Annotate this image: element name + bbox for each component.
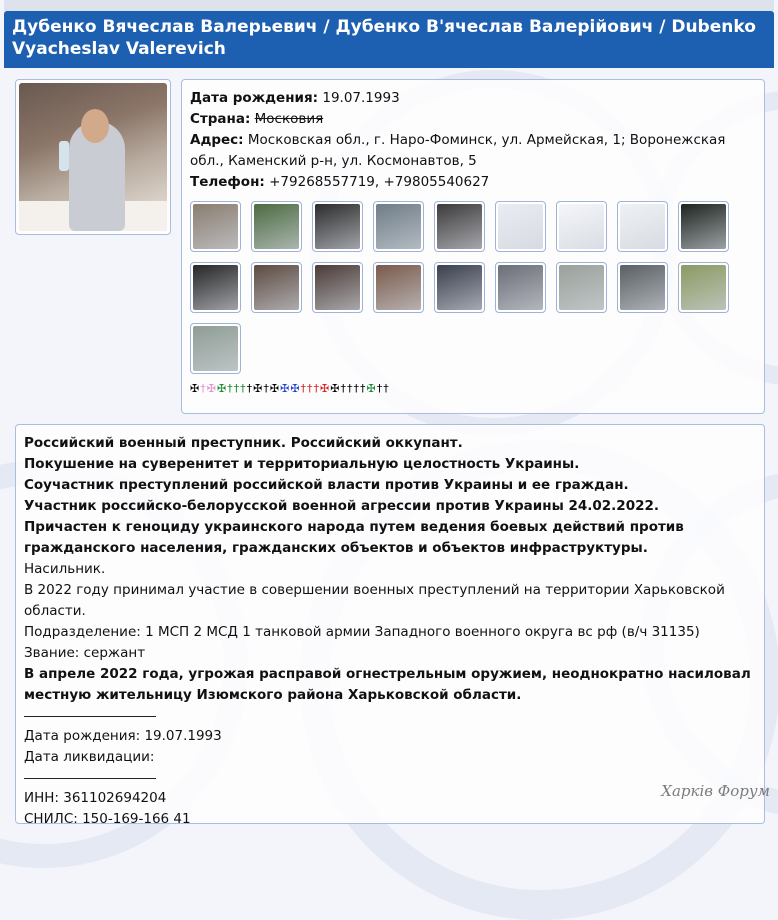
profile-photo[interactable] xyxy=(19,83,167,231)
title-text: Дубенко Вячеслав Валерьевич / Дубенко В'ячеслав Валерійович / Dubenko Vyacheslav Valerevich xyxy=(12,17,756,59)
photo-head xyxy=(81,109,109,143)
gallery-thumbnail[interactable] xyxy=(556,262,607,313)
cross-icon: † xyxy=(383,382,389,395)
thumbnail-image xyxy=(315,265,360,310)
gallery-thumbnail[interactable] xyxy=(251,201,302,252)
desc-line: Насильник. xyxy=(24,561,106,577)
gallery-thumbnail[interactable] xyxy=(251,262,302,313)
thumbnail-image xyxy=(315,204,360,249)
cross-icon: † xyxy=(263,382,269,395)
address-value: Московская обл., г. Наро-Фоминск, ул. Армейская, 1; Воронежская обл., Каменский р-н, ул. Космонавтов, 5 xyxy=(190,132,726,169)
gallery-thumbnail[interactable] xyxy=(678,201,729,252)
thumbnail-image xyxy=(559,204,604,249)
cross-icon: ✠ xyxy=(216,382,227,395)
cross-icon: † xyxy=(300,382,307,395)
snils-line: СНИЛС: 150-169-166 41 xyxy=(24,811,191,827)
desc-line: В апреле 2022 года, угрожая расправой огнестрельным оружием, неоднократно насиловал местную жительницу Изюмского района Харьковской области. xyxy=(24,666,751,703)
desc-line: В 2022 году принимал участие в совершении военных преступлений на территории Харьковской области. xyxy=(24,582,725,619)
gallery-thumbnail[interactable] xyxy=(678,262,729,313)
photo-glass xyxy=(59,141,69,171)
thumbnail-image xyxy=(437,204,482,249)
thumbnail-image xyxy=(376,204,421,249)
phone-label: Телефон: xyxy=(190,174,265,190)
gallery-thumbnail[interactable] xyxy=(495,201,546,252)
cross-icon: ✠ xyxy=(366,382,376,395)
description-card xyxy=(15,424,765,827)
top-strip xyxy=(4,0,774,11)
thumbnail-image xyxy=(193,204,238,249)
cross-icon: † xyxy=(200,382,206,395)
gallery-thumbnail[interactable] xyxy=(373,201,424,252)
desc-line: Подразделение: 1 МСП 2 МСД 1 танковой армии Западного военного округа вс рф (в/ч 31135) xyxy=(24,624,700,640)
phone-row xyxy=(190,172,756,193)
liquidation-date-line: Дата ликвидации: xyxy=(24,749,155,765)
thumbnail-image xyxy=(620,265,665,310)
thumbnail-image xyxy=(437,265,482,310)
address-row xyxy=(190,130,756,172)
country-label: Страна: xyxy=(190,111,251,127)
desc-line: Покушение на суверенитет и территориальную целостность Украины. xyxy=(24,456,580,472)
thumbnail-image xyxy=(681,265,726,310)
page-title xyxy=(4,11,774,68)
photo-gallery xyxy=(190,201,750,384)
thumbnail-image xyxy=(620,204,665,249)
address-label: Адрес: xyxy=(190,132,244,148)
birth-date-line: Дата рождения: 19.07.1993 xyxy=(24,728,222,744)
thumbnail-image xyxy=(498,265,543,310)
phone-value: +79268557719, +79805540627 xyxy=(269,174,490,190)
forum-logo: Харків Форум xyxy=(661,782,770,800)
cross-icon: † xyxy=(307,382,313,395)
gallery-thumbnail[interactable] xyxy=(495,262,546,313)
cross-icon: ✠ xyxy=(320,382,330,395)
desc-line: Звание: сержант xyxy=(24,645,146,661)
gallery-thumbnail[interactable] xyxy=(312,201,363,252)
desc-line: Причастен к геноциду украинского народа путем ведения боевых действий против гражданского населения, гражданских объектов и объектов инфраструктуры. xyxy=(24,519,684,556)
desc-line: Российский военный преступник. Российский оккупант. xyxy=(24,435,463,451)
profile-info-card xyxy=(181,79,765,414)
birth-label: Дата рождения: xyxy=(190,90,319,106)
cross-icon: † xyxy=(233,382,240,395)
cross-icon: † xyxy=(359,382,366,395)
cross-icon: ✠ xyxy=(206,382,216,395)
gallery-thumbnail[interactable] xyxy=(434,262,485,313)
divider xyxy=(24,778,156,779)
cross-icon: † xyxy=(346,382,353,395)
gallery-thumbnail[interactable] xyxy=(312,262,363,313)
cross-icon: † xyxy=(240,382,246,395)
cross-icon: † xyxy=(246,382,253,395)
cross-icon: ✠ xyxy=(290,382,300,395)
gallery-thumbnail[interactable] xyxy=(617,262,668,313)
thumbnail-image xyxy=(681,204,726,249)
thumbnail-image xyxy=(254,265,299,310)
inn-line: ИНН: 361102694204 xyxy=(24,790,167,806)
gallery-thumbnail[interactable] xyxy=(617,201,668,252)
cross-icon: ✠ xyxy=(269,382,280,395)
gallery-thumbnail[interactable] xyxy=(190,323,241,374)
cross-icon: † xyxy=(353,382,359,395)
cross-icon: † xyxy=(376,382,383,395)
desc-line: Соучастник преступлений российской власти против Украины и ее граждан. xyxy=(24,477,629,493)
thumbnail-image xyxy=(376,265,421,310)
desc-line: Участник российско-белорусской военной агрессии против Украины 24.02.2022. xyxy=(24,498,660,514)
cross-icon: † xyxy=(313,382,320,395)
cross-icon: ✠ xyxy=(330,382,340,395)
gallery-thumbnail[interactable] xyxy=(434,201,485,252)
birth-value: 19.07.1993 xyxy=(322,90,400,106)
gallery-thumbnail[interactable] xyxy=(556,201,607,252)
thumbnail-image xyxy=(498,204,543,249)
thumbnail-image xyxy=(193,326,238,371)
cross-icon: † xyxy=(340,382,346,395)
gallery-thumbnail[interactable] xyxy=(190,201,241,252)
cross-icon: † xyxy=(227,382,233,395)
country-row xyxy=(190,109,756,130)
cross-icons-row xyxy=(190,382,756,395)
thumbnail-image xyxy=(559,265,604,310)
cross-icon: ✠ xyxy=(253,382,263,395)
cross-icon: ✠ xyxy=(280,382,290,395)
thumbnail-image xyxy=(193,265,238,310)
profile-photo-card[interactable] xyxy=(15,79,171,235)
thumbnail-image xyxy=(254,204,299,249)
divider xyxy=(24,716,156,717)
cross-icon: ✠ xyxy=(190,382,200,395)
gallery-thumbnail[interactable] xyxy=(373,262,424,313)
gallery-thumbnail[interactable] xyxy=(190,262,241,313)
birth-row xyxy=(190,88,756,109)
country-value: Московия xyxy=(254,111,324,127)
